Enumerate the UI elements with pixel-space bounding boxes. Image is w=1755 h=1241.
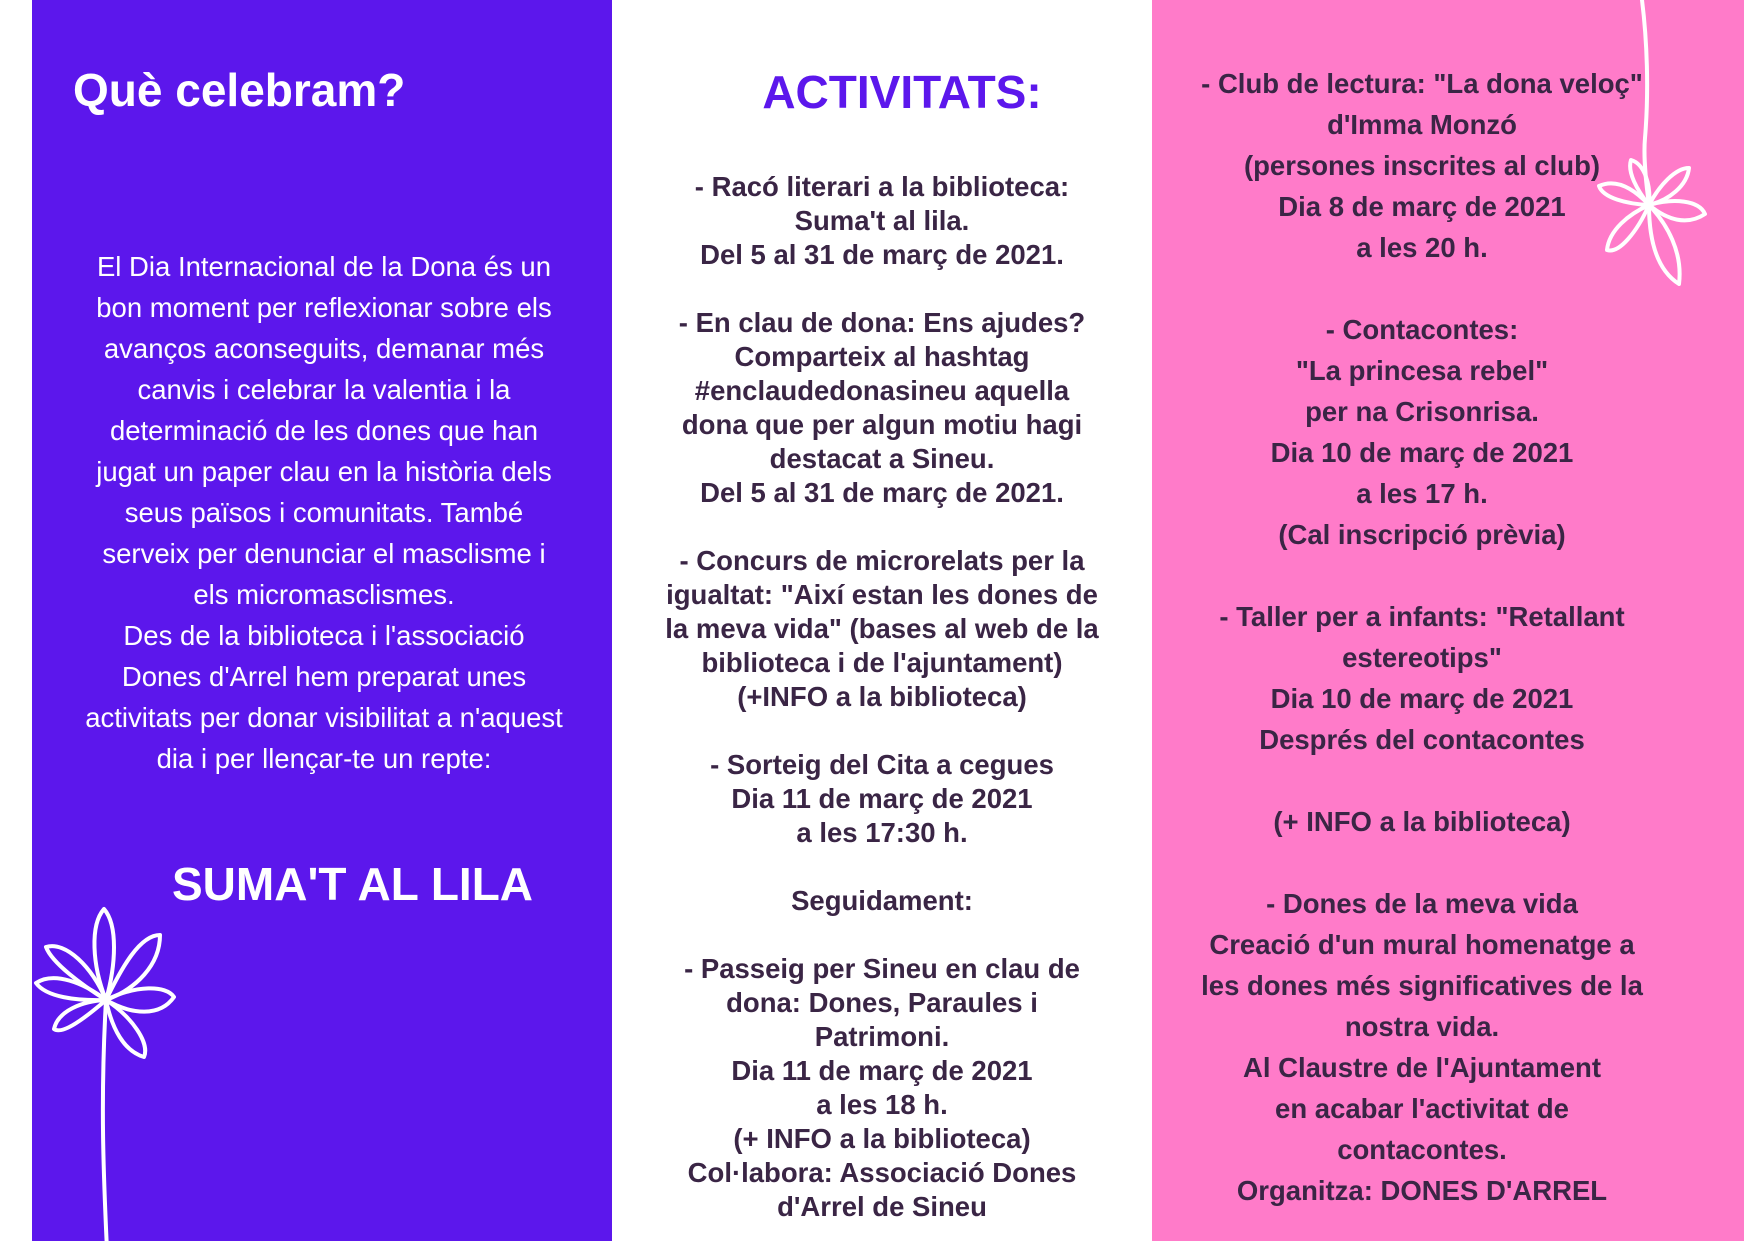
spacer	[618, 510, 1146, 544]
activity-line: #enclaudedonasineu aquella	[694, 375, 1070, 406]
intro-line: seus països i comunitats. També	[124, 497, 524, 528]
spacer	[1152, 842, 1692, 883]
intro-line: els micromasclismes.	[193, 579, 455, 610]
activity-line: - Dones de la meva vida	[1266, 888, 1578, 919]
activities-list	[618, 170, 1146, 1224]
activity-line: dona: Dones, Paraules i	[726, 987, 1038, 1018]
activity-line: per na Crisonrisa.	[1305, 396, 1539, 427]
activity-line: destacat a Sineu.	[769, 443, 995, 474]
middle-panel	[612, 0, 1152, 1241]
spacer	[618, 272, 1146, 306]
activity-line: Dia 11 de març de 2021	[731, 783, 1033, 814]
activity-line: - En clau de dona: Ens ajudes?	[678, 307, 1086, 338]
spacer	[1152, 760, 1692, 801]
activity-line: dona que per algun motiu hagi	[681, 409, 1083, 440]
intro-line: dia i per llençar-te un repte:	[156, 743, 492, 774]
spacer	[618, 714, 1146, 748]
activity-line: contacontes.	[1337, 1134, 1507, 1165]
spacer	[618, 918, 1146, 952]
spacer	[618, 850, 1146, 884]
activity-line: Patrimoni.	[814, 1021, 950, 1052]
activity-line: Suma't al lila.	[794, 205, 970, 236]
activity-line: - Taller per a infants: "Retallant	[1219, 601, 1625, 632]
activity-line: Col·labora: Associació Dones	[687, 1157, 1077, 1188]
activity-line: - Passeig per Sineu en clau de	[684, 953, 1080, 984]
activity-line: Del 5 al 31 de març de 2021.	[700, 239, 1064, 270]
activity-line: (+ INFO a la biblioteca)	[1273, 806, 1571, 837]
activity-line: - Racó literari a la biblioteca:	[694, 171, 1070, 202]
activity-line: (+INFO a la biblioteca)	[737, 681, 1027, 712]
intro-line: serveix per denunciar el masclisme i	[102, 538, 546, 569]
activity-line: en acabar l'activitat de	[1275, 1093, 1569, 1124]
slogan: SUMA'T AL LILA	[172, 858, 534, 910]
intro-line: activitats per donar visibilitat a n'aquest	[85, 702, 563, 733]
activity-line: nostra vida.	[1344, 1011, 1500, 1042]
intro-line: determinació de les dones que han	[109, 415, 539, 446]
activity-line: - Concurs de microrelats per la	[679, 545, 1085, 576]
activity-line: Del 5 al 31 de març de 2021.	[700, 477, 1064, 508]
activity-line: la meva vida" (bases al web de la	[665, 613, 1099, 644]
activity-line: d'Imma Monzó	[1327, 109, 1517, 140]
hanging-flower-icon	[1587, 0, 1727, 300]
activity-line: "La princesa rebel"	[1295, 355, 1549, 386]
activity-line: a les 18 h.	[816, 1089, 948, 1120]
activity-line: - Club de lectura: "La dona veloç"	[1201, 68, 1643, 99]
activity-line: Seguidament:	[791, 885, 973, 916]
intro-text	[58, 246, 590, 779]
intro-line: Des de la biblioteca i l'associació	[123, 620, 525, 651]
activity-line: Comparteix al hashtag	[734, 341, 1030, 372]
activity-line: (persones inscrites al club)	[1243, 150, 1601, 181]
activities-title: ACTIVITATS:	[762, 66, 1042, 118]
spacer	[1152, 555, 1692, 596]
activity-line: a les 20 h.	[1356, 232, 1488, 263]
activity-line: estereotips"	[1342, 642, 1502, 673]
activity-line: d'Arrel de Sineu	[777, 1191, 987, 1222]
activity-line: a les 17 h.	[1356, 478, 1488, 509]
left-title: Què celebram?	[73, 64, 406, 116]
intro-line: bon moment per reflexionar sobre els	[96, 292, 552, 323]
activity-line: biblioteca i de l'ajuntament)	[701, 647, 1063, 678]
flower-icon	[32, 905, 202, 1241]
intro-line: canvis i celebrar la valentia i la	[137, 374, 511, 405]
intro-line: avanços aconseguits, demanar més	[103, 333, 545, 364]
intro-line: Dones d'Arrel hem preparat unes	[121, 661, 527, 692]
activity-line: (Cal inscripció prèvia)	[1278, 519, 1566, 550]
activity-line: Dia 11 de març de 2021	[731, 1055, 1033, 1086]
activity-line: les dones més significatives de la	[1201, 970, 1643, 1001]
intro-line: jugat un paper clau en la història dels	[96, 456, 552, 487]
activity-line: Dia 10 de març de 2021	[1270, 683, 1574, 714]
activity-line: igualtat: "Així estan les dones de	[666, 579, 1098, 610]
activity-line: a les 17:30 h.	[796, 817, 968, 848]
intro-line: El Dia Internacional de la Dona és un	[96, 251, 552, 282]
activity-line: Al Claustre de l'Ajuntament	[1243, 1052, 1601, 1083]
activity-line: - Sorteig del Cita a cegues	[710, 749, 1054, 780]
activity-line: Dia 8 de març de 2021	[1278, 191, 1566, 222]
activity-line: Organitza: DONES D'ARREL	[1236, 1175, 1608, 1206]
activity-line: Creació d'un mural homenatge a	[1209, 929, 1635, 960]
activity-line: Dia 10 de març de 2021	[1270, 437, 1574, 468]
activity-line: (+ INFO a la biblioteca)	[733, 1123, 1031, 1154]
left-panel	[32, 0, 612, 1241]
right-panel	[1152, 0, 1744, 1241]
activity-line: Després del contacontes	[1259, 724, 1585, 755]
activity-line: - Contacontes:	[1325, 314, 1519, 345]
